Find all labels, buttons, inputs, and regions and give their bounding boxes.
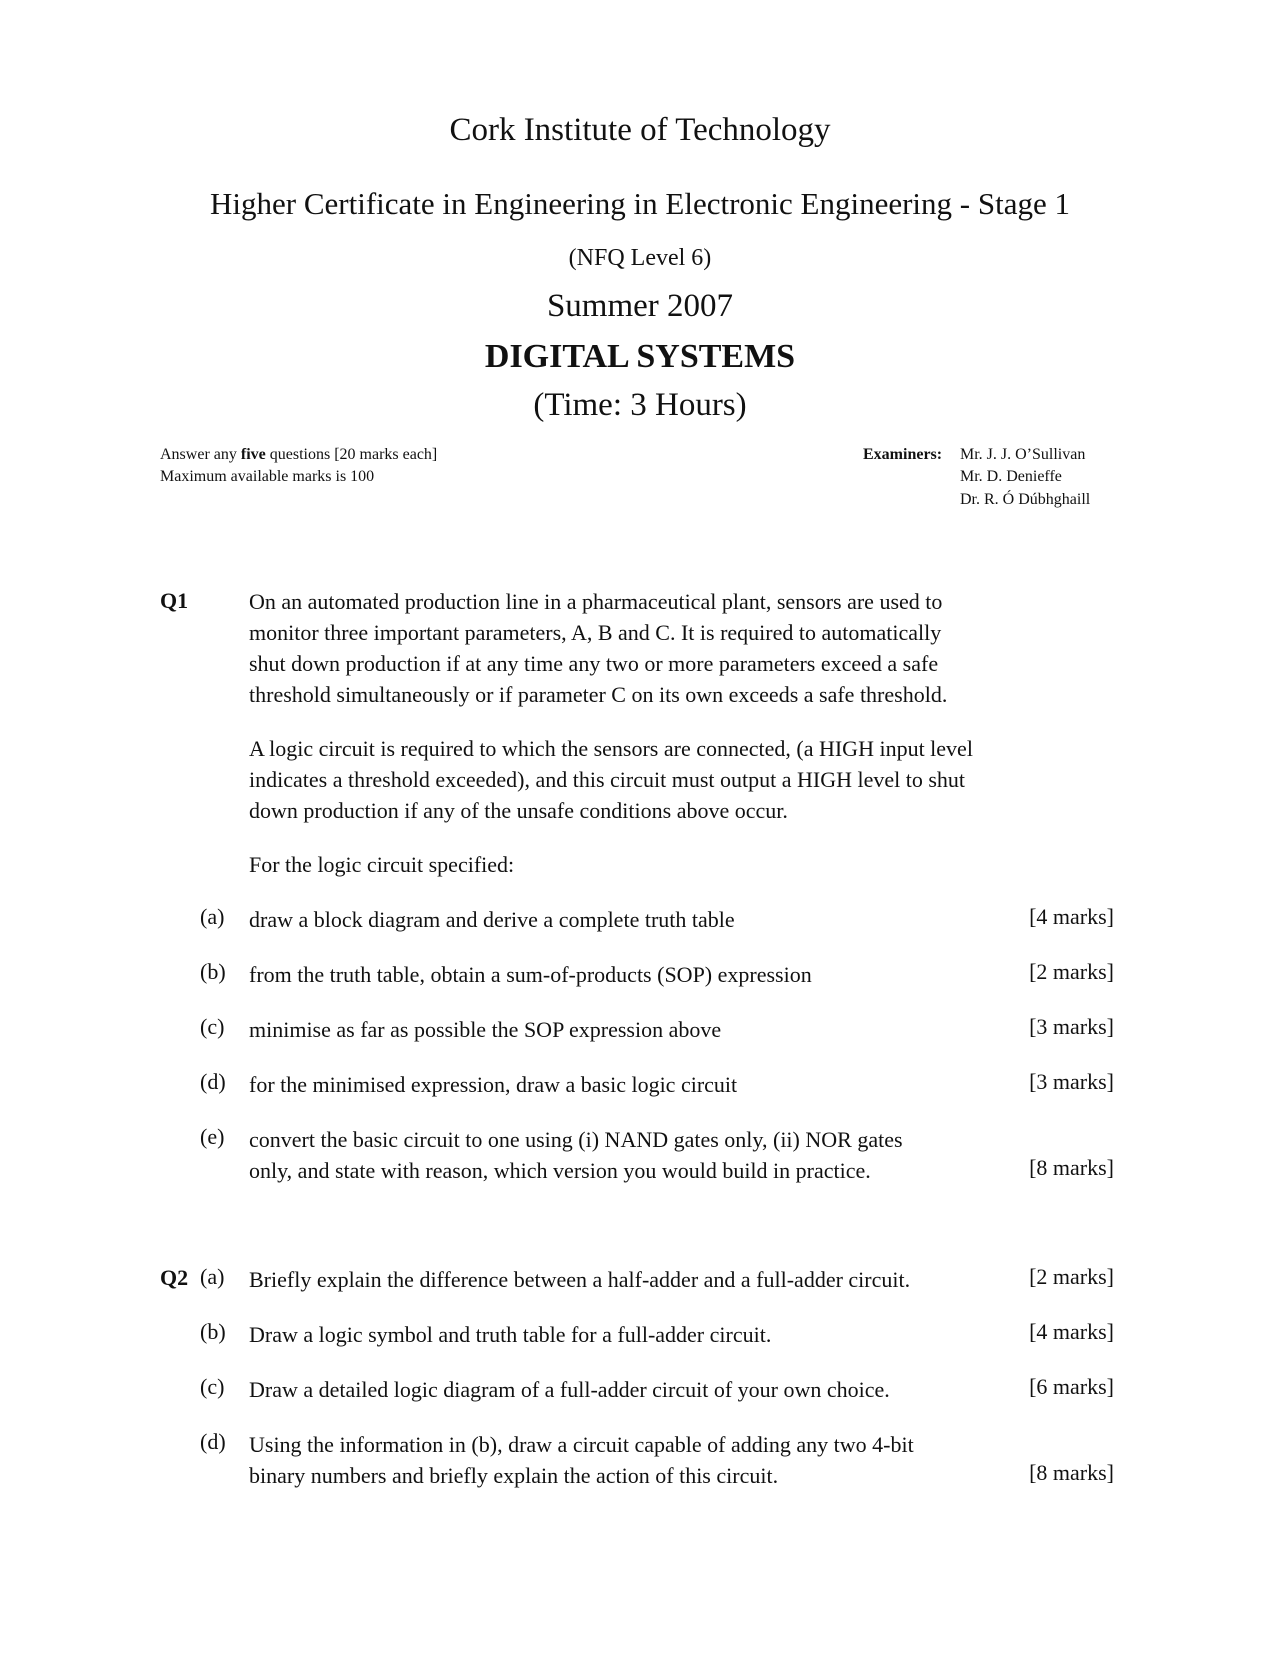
- part-line: minimise as far as possible the SOP expression above: [249, 1017, 722, 1042]
- paragraph-line: indicates a threshold exceeded), and this circuit must output a HIGH level to shut: [249, 767, 966, 792]
- part-line: for the minimised expression, draw a basic logic circuit: [249, 1072, 738, 1097]
- marks-label: [4 marks]: [1029, 904, 1114, 929]
- part-text: [249, 1264, 1049, 1295]
- part-text: [249, 1069, 1049, 1100]
- examiner-name: Dr. R. Ó Dúbhghaill: [960, 491, 1091, 508]
- part-letter: (d): [200, 1429, 226, 1454]
- marks-label: [3 marks]: [1029, 1069, 1114, 1094]
- institution-name: Cork Institute of Technology: [449, 112, 831, 148]
- part-text: [249, 959, 1049, 990]
- part-text: [249, 1374, 1049, 1405]
- part-letter: (a): [200, 1264, 225, 1289]
- part-letter: (b): [200, 1319, 226, 1344]
- examiner-name: Mr. D. Denieffe: [960, 468, 1062, 485]
- part-text: [249, 1429, 1049, 1491]
- paragraph-line: shut down production if at any time any two or more parameters exceed a safe: [249, 651, 939, 676]
- part-letter: (c): [200, 1014, 225, 1039]
- part-text: [249, 904, 1049, 935]
- part-line: from the truth table, obtain a sum-of-products (SOP) expression: [249, 962, 812, 987]
- subject-title: DIGITAL SYSTEMS: [484, 338, 796, 375]
- q1-lead-in: For the logic circuit specified:: [249, 852, 515, 877]
- exam-session: Summer 2007: [546, 288, 734, 324]
- instruction-answer-count: five: [240, 446, 266, 463]
- part-letter: (a): [200, 904, 225, 929]
- part-line: convert the basic circuit to one using (i) NAND gates only, (ii) NOR gates: [249, 1127, 903, 1152]
- part-line: Using the information in (b), draw a circuit capable of adding any two 4-bit: [249, 1432, 914, 1457]
- paragraph-line: On an automated production line in a pharmaceutical plant, sensors are used to: [249, 589, 943, 614]
- part-letter: (d): [200, 1069, 226, 1094]
- marks-label: [6 marks]: [1029, 1374, 1114, 1399]
- marks-label: [2 marks]: [1029, 1264, 1114, 1289]
- part-line: only, and state with reason, which version you would build in practice.: [249, 1158, 871, 1183]
- paragraph-line: A logic circuit is required to which the sensors are connected, (a HIGH input level: [249, 736, 973, 761]
- q1-intro-paragraph: [249, 586, 1049, 710]
- part-line: binary numbers and briefly explain the action of this circuit.: [249, 1463, 779, 1488]
- programme-title: Higher Certificate in Engineering in Electronic Engineering - Stage 1: [210, 186, 1070, 221]
- paragraph-line: monitor three important parameters, A, B and C. It is required to automatically: [249, 620, 942, 645]
- part-line: Draw a logic symbol and truth table for a full-adder circuit.: [249, 1322, 772, 1347]
- part-letter: (c): [200, 1374, 225, 1399]
- nfq-level: (NFQ Level 6): [568, 245, 712, 271]
- part-letter: (b): [200, 959, 226, 984]
- instruction-answer-post: questions [20 marks each]: [265, 446, 438, 463]
- part-text: [249, 1319, 1049, 1350]
- instruction-max-marks: Maximum available marks is 100: [160, 468, 375, 485]
- q1-requirement-paragraph: [249, 733, 1049, 826]
- question-number: Q1: [160, 588, 189, 613]
- examiner-name: Mr. J. J. O’Sullivan: [960, 446, 1086, 463]
- part-text: [249, 1014, 1049, 1045]
- part-line: draw a block diagram and derive a complete truth table: [249, 907, 735, 932]
- marks-label: [8 marks]: [1029, 1155, 1114, 1180]
- instruction-answer: [160, 444, 437, 466]
- question-number: Q2: [160, 1265, 189, 1290]
- exam-duration: (Time: 3 Hours): [533, 387, 747, 423]
- instruction-answer-pre: Answer any: [160, 446, 241, 463]
- part-line: Draw a detailed logic diagram of a full-adder circuit of your own choice.: [249, 1377, 890, 1402]
- paragraph-line: threshold simultaneously or if parameter C on its own exceeds a safe threshold.: [249, 682, 948, 707]
- marks-label: [2 marks]: [1029, 959, 1114, 984]
- paragraph-line: down production if any of the unsafe conditions above occur.: [249, 798, 788, 823]
- part-line: Briefly explain the difference between a half-adder and a full-adder circuit.: [249, 1267, 911, 1292]
- examiners-label: Examiners:: [863, 446, 943, 463]
- part-text: [249, 1124, 1049, 1186]
- marks-label: [8 marks]: [1029, 1460, 1114, 1485]
- marks-label: [3 marks]: [1029, 1014, 1114, 1039]
- part-letter: (e): [200, 1124, 225, 1149]
- marks-label: [4 marks]: [1029, 1319, 1114, 1344]
